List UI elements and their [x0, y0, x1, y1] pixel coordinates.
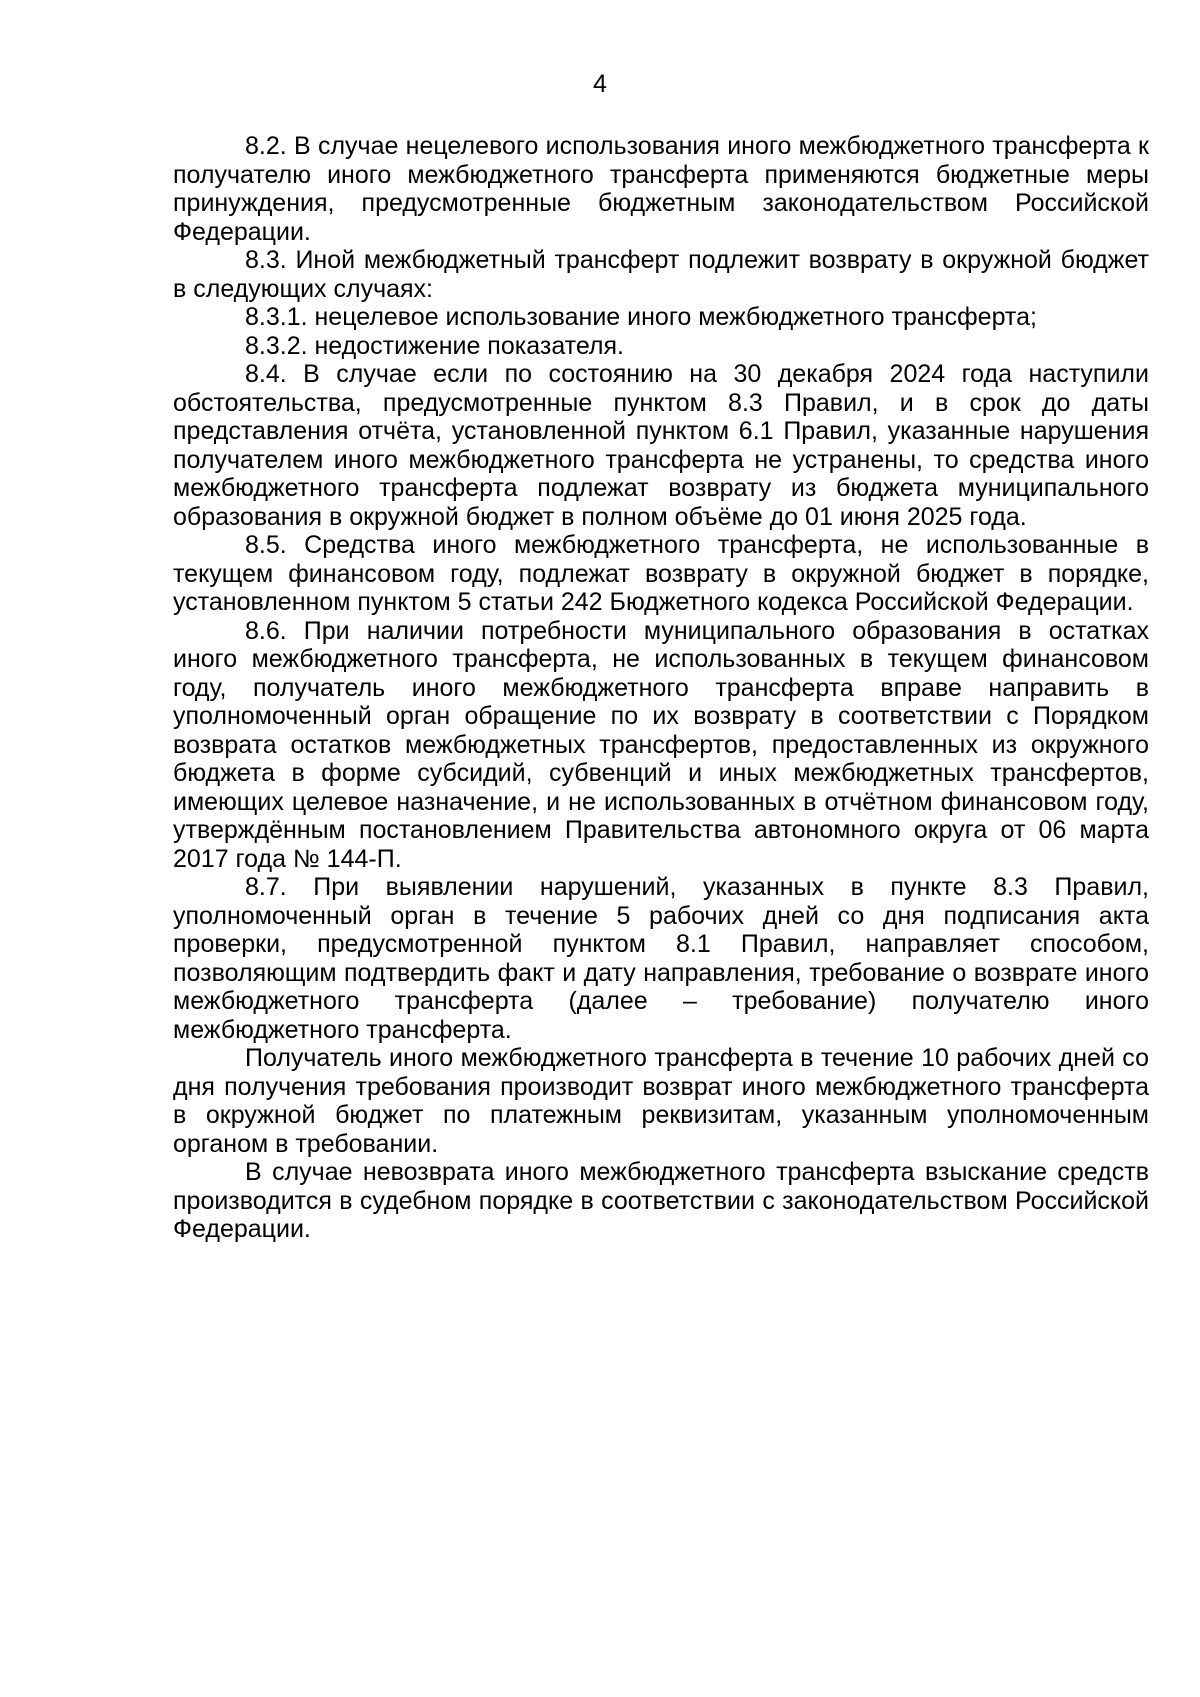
paragraph-8-3-2: 8.3.2. недостижение показателя. — [245, 331, 624, 360]
paragraph-8-5: 8.5. Средства иного межбюджетного трансферта, не использованные в текущем финансовом году, подлежат возврату в окружной бюджет в порядке, установленном пунктом 5 статьи 242 Бюджетного кодекса Российской Федерации. — [173, 531, 1149, 616]
paragraph-court-recovery: В случае невозврата иного межбюджетного трансферта взыскание средств производится в судебном порядке в соответствии с законодательством Российской Федерации. — [173, 1158, 1149, 1243]
paragraph-8-7: 8.7. При выявлении нарушений, указанных в пункте 8.3 Правил, уполномоченный орган в течение 5 рабочих дней со дня подписания акта проверки, предусмотренной пунктом 8.1 Правил, направляет способом, позволяющим подтвердить факт и дату направления, требование о возврате иного межбюджетного трансферта (далее – требование) получателю иного межбюджетного трансферта. — [173, 873, 1149, 1044]
paragraph-8-3-1: 8.3.1. нецелевое использование иного межбюджетного трансферта; — [245, 303, 1037, 331]
paragraph-8-2: 8.2. В случае нецелевого использования иного межбюджетного трансферта к получателю иного межбюджетного трансферта применяются бюджетные меры принуждения, предусмотренные бюджетным законодательством Российской Федерации. — [173, 132, 1149, 246]
paragraph-8-6: 8.6. При наличии потребности муниципального образования в остатках иного межбюджетного трансферта, не использованных в текущем финансовом году, получатель иного межбюджетного трансферта вправе направить в уполномоченный орган обращение по их возврату в соответствии с Порядком возврата остатков межбюджетных трансфертов, предоставленных из окружного бюджета в форме субсидий, субвенций и иных межбюджетных трансфертов, имеющих целевое назначение, и не использованных в отчётном финансовом году, утверждённым постановлением Правительства автономного округа от 06 марта 2017 года № 144-П. — [173, 616, 1149, 873]
paragraph-8-4: 8.4. В случае если по состоянию на 30 декабря 2024 года наступили обстоятельства, предусмотренные пунктом 8.3 Правил, и в срок до даты представления отчёта, установленной пунктом 6.1 Правил, указанные нарушения получателем иного межбюджетного трансферта не устранены, то средства иного межбюджетного трансферта подлежат возврату из бюджета муниципального образования в окружной бюджет в полном объёме до 01 июня 2025 года. — [173, 360, 1149, 531]
document-body — [173, 132, 1149, 1244]
page-number: 4 — [593, 70, 607, 98]
paragraph-8-3: 8.3. Иной межбюджетный трансферт подлежит возврату в окружной бюджет в следующих случаях: — [173, 246, 1149, 303]
paragraph-recipient-return: Получатель иного межбюджетного трансферта в течение 10 рабочих дней со дня получения требования производит возврат иного межбюджетного трансферта в окружной бюджет по платежным реквизитам, указанным уполномоченным органом в требовании. — [173, 1044, 1149, 1158]
